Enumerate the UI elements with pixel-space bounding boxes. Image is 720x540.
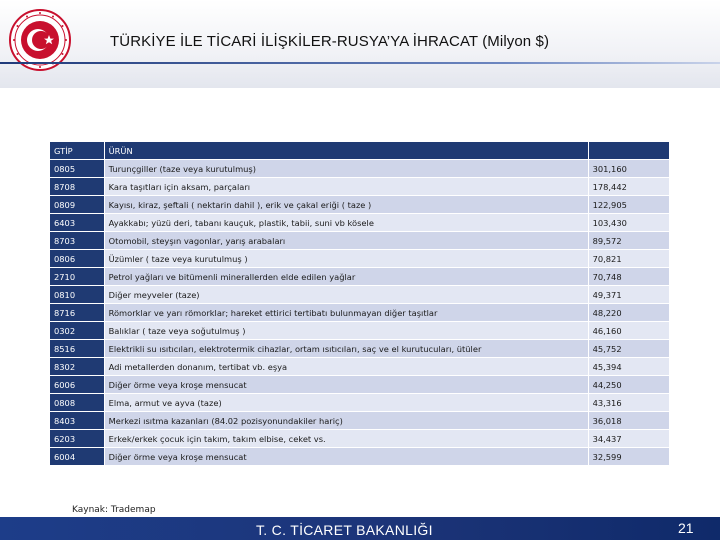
row-value: 70,821 xyxy=(589,250,670,268)
row-code: 0808 xyxy=(50,394,105,412)
column-header-product: ÜRÜN xyxy=(105,142,589,160)
source-note: Kaynak: Trademap xyxy=(72,505,156,515)
header-divider xyxy=(0,62,720,64)
row-code: 8703 xyxy=(50,232,105,250)
row-product: Elma, armut ve ayva (taze) xyxy=(105,394,589,412)
table-row xyxy=(50,430,670,448)
row-value: 103,430 xyxy=(589,214,670,232)
row-value: 45,752 xyxy=(589,340,670,358)
row-product: Turunçgiller (taze veya kurutulmuş) xyxy=(105,160,589,178)
row-product: Erkek/erkek çocuk için takım, takım elbise, ceket vs. xyxy=(105,430,589,448)
page-title: TÜRKİYE İLE TİCARİ İLİŞKİLER-RUSYA’YA İHRACAT (Milyon $) xyxy=(110,33,550,50)
row-code: 8302 xyxy=(50,358,105,376)
row-value: 46,160 xyxy=(589,322,670,340)
table-row xyxy=(50,394,670,412)
row-product: Ayakkabı; yüzü deri, tabanı kauçuk, plastik, tabii, suni vb kösele xyxy=(105,214,589,232)
table-row xyxy=(50,160,670,178)
row-product: Diğer örme veya kroşe mensucat xyxy=(105,448,589,466)
table-row xyxy=(50,322,670,340)
row-value: 48,220 xyxy=(589,304,670,322)
row-code: 8716 xyxy=(50,304,105,322)
row-code: 6004 xyxy=(50,448,105,466)
row-product: Diğer meyveler (taze) xyxy=(105,286,589,304)
table-row xyxy=(50,196,670,214)
row-code: 8403 xyxy=(50,412,105,430)
table-row xyxy=(50,232,670,250)
row-code: 8708 xyxy=(50,178,105,196)
row-value: 44,250 xyxy=(589,376,670,394)
table-row xyxy=(50,286,670,304)
row-value: 178,442 xyxy=(589,178,670,196)
row-product: Römorklar ve yarı römorklar; hareket ettirici tertibatı bulunmayan diğer taşıtlar xyxy=(105,304,589,322)
header-bar xyxy=(0,0,720,88)
table-row xyxy=(50,358,670,376)
row-code: 0810 xyxy=(50,286,105,304)
table-row xyxy=(50,448,670,466)
row-product: Balıklar ( taze veya soğutulmuş ) xyxy=(105,322,589,340)
row-value: 32,599 xyxy=(589,448,670,466)
table-row xyxy=(50,340,670,358)
row-code: 6006 xyxy=(50,376,105,394)
row-value: 34,437 xyxy=(589,430,670,448)
row-value: 122,905 xyxy=(589,196,670,214)
row-code: 0806 xyxy=(50,250,105,268)
table-row xyxy=(50,268,670,286)
row-code: 6203 xyxy=(50,430,105,448)
row-value: 70,748 xyxy=(589,268,670,286)
row-value: 36,018 xyxy=(589,412,670,430)
footer-bar xyxy=(0,517,720,540)
row-value: 49,371 xyxy=(589,286,670,304)
table-header-row xyxy=(50,142,670,160)
row-value: 301,160 xyxy=(589,160,670,178)
row-code: 2710 xyxy=(50,268,105,286)
export-table xyxy=(50,142,670,466)
table-row xyxy=(50,412,670,430)
column-header-value xyxy=(589,142,670,160)
row-product: Merkezi ısıtma kazanları (84.02 pozisyonundakiler hariç) xyxy=(105,412,589,430)
row-code: 6403 xyxy=(50,214,105,232)
row-product: Diğer örme veya kroşe mensucat xyxy=(105,376,589,394)
row-code: 0809 xyxy=(50,196,105,214)
row-product: Kara taşıtları için aksam, parçaları xyxy=(105,178,589,196)
row-product: Üzümler ( taze veya kurutulmuş ) xyxy=(105,250,589,268)
page-number: 21 xyxy=(678,520,694,536)
column-header-code: GTİP xyxy=(50,142,105,160)
row-value: 43,316 xyxy=(589,394,670,412)
row-code: 0302 xyxy=(50,322,105,340)
row-code: 0805 xyxy=(50,160,105,178)
footer-ministry-name: T. C. TİCARET BAKANLIĞI xyxy=(256,522,433,538)
row-product: Elektrikli su ısıtıcıları, elektrotermik cihazlar, ortam ısıtıcıları, saç ve el kurutucuları, ütüler xyxy=(105,340,589,358)
table-row xyxy=(50,376,670,394)
table-row xyxy=(50,304,670,322)
row-product: Otomobil, steyşın vagonlar, yarış arabaları xyxy=(105,232,589,250)
table-row xyxy=(50,214,670,232)
row-value: 89,572 xyxy=(589,232,670,250)
row-code: 8516 xyxy=(50,340,105,358)
row-value: 45,394 xyxy=(589,358,670,376)
row-product: Petrol yağları ve bitümenli minerallerden elde edilen yağlar xyxy=(105,268,589,286)
row-product: Kayısı, kiraz, şeftali ( nektarin dahil ), erik ve çakal eriği ( taze ) xyxy=(105,196,589,214)
table-row xyxy=(50,250,670,268)
row-product: Adi metallerden donanım, tertibat vb. eşya xyxy=(105,358,589,376)
table-row xyxy=(50,178,670,196)
